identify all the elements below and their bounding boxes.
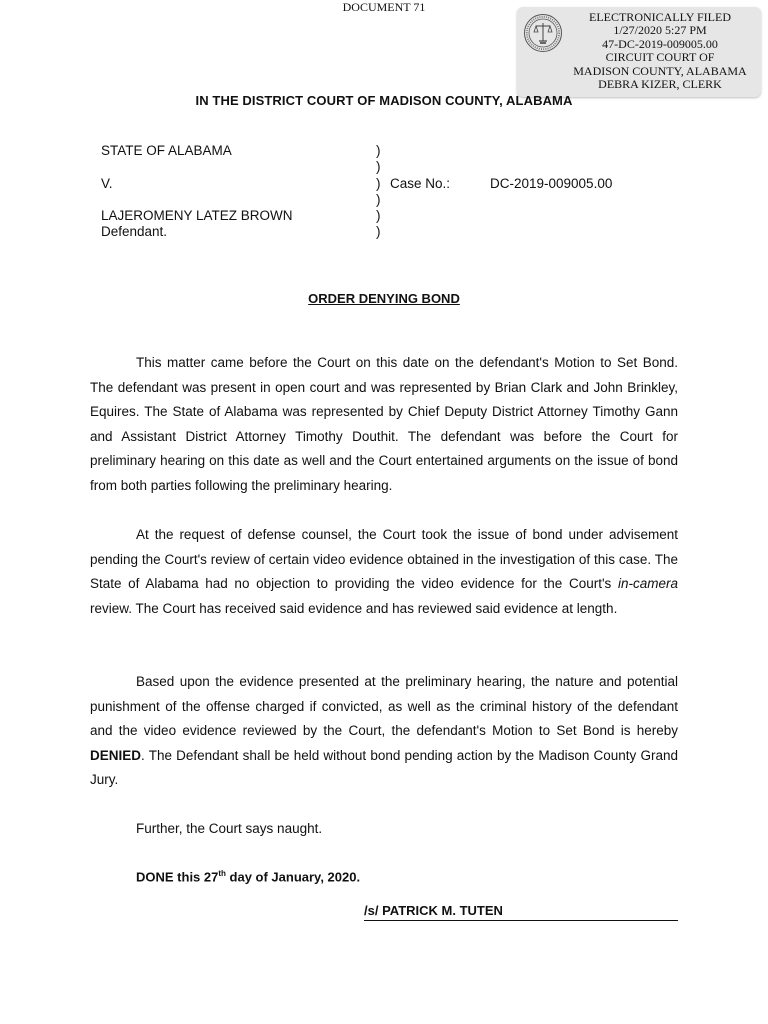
paragraph-text: This matter came before the Court on this date on the defendant's Motion to Set Bond. The defendant was present in open court and was represented by Brian Clark and John Brinkley, Equires. The State of Alabama was represented by Chief Deputy District Attorney Timothy Gann and Assistant District Attorney Timothy Douthit. The defendant was before the Court for preliminary hearing on this date as well and the Court entertained arguments on the issue of bond from both parties following the preliminary hearing. — [90, 355, 678, 493]
caption-paren: ) — [376, 143, 381, 158]
electronic-filing-stamp — [517, 7, 761, 97]
body-paragraph-4 — [90, 817, 678, 842]
paragraph-text: . The Defendant shall be held without bond pending action by the Madison County Grand Jury. — [90, 747, 678, 787]
judge-signature: /s/ PATRICK M. TUTEN — [364, 903, 678, 921]
document-number: DOCUMENT 71 — [342, 0, 426, 14]
caption-paren: ) — [376, 159, 381, 174]
denied-term: DENIED — [90, 747, 142, 763]
case-number-label: Case No.: — [390, 176, 451, 191]
done-prefix: DONE this 27 — [136, 869, 219, 885]
case-number-value: DC-2019-009005.00 — [490, 176, 613, 191]
court-title: IN THE DISTRICT COURT OF MADISON COUNTY, ALABAMA — [195, 93, 573, 108]
caption-paren: ) — [376, 192, 381, 207]
body-paragraph-2 — [90, 523, 678, 621]
done-date-line — [136, 869, 360, 884]
caption-defendant-role: Defendant. — [101, 224, 168, 239]
ordinal-suffix: th — [218, 869, 226, 878]
stamp-line: ELECTRONICALLY FILED — [588, 10, 731, 24]
paragraph-text: At the request of defense counsel, the Court took the issue of bond under advisement pending the Court's review of certain video evidence obtained in the investigation of this case. The State of Alabama had no objection to providing the video evidence for the Court's — [90, 527, 678, 591]
stamp-line: 47-DC-2019-009005.00 — [602, 36, 718, 51]
caption-paren: ) — [376, 224, 381, 239]
caption-defendant-name: LAJEROMENY LATEZ BROWN — [101, 208, 293, 223]
order-title: ORDER DENYING BOND — [308, 291, 460, 306]
paragraph-text: Based upon the evidence presented at the preliminary hearing, the nature and potential punishment of the offense charged if convicted, as well as the criminal history of the defendant and the video evidence reviewed by the Court, the defendant's Motion to Set Bond is hereby — [90, 674, 678, 738]
caption-paren: ) — [376, 208, 381, 223]
caption-versus: V. — [101, 176, 113, 191]
paragraph-text: Further, the Court says naught. — [136, 821, 323, 836]
court-seal-icon — [523, 13, 563, 53]
in-camera-term: in-camera — [617, 576, 678, 591]
caption-plaintiff: STATE OF ALABAMA — [101, 143, 232, 158]
stamp-line: MADISON COUNTY, ALABAMA — [573, 63, 747, 78]
paragraph-text: review. The Court has received said evidence and has reviewed said evidence at length. — [90, 600, 618, 616]
done-suffix: day of January, 2020. — [225, 869, 361, 885]
body-paragraph-1 — [90, 351, 678, 498]
body-paragraph-3 — [90, 670, 678, 793]
stamp-line: DEBRA KIZER, CLERK — [598, 77, 722, 92]
stamp-line: CIRCUIT COURT OF — [605, 50, 715, 65]
caption-paren: ) — [376, 176, 381, 191]
stamp-line: 1/27/2020 5:27 PM — [613, 23, 707, 38]
